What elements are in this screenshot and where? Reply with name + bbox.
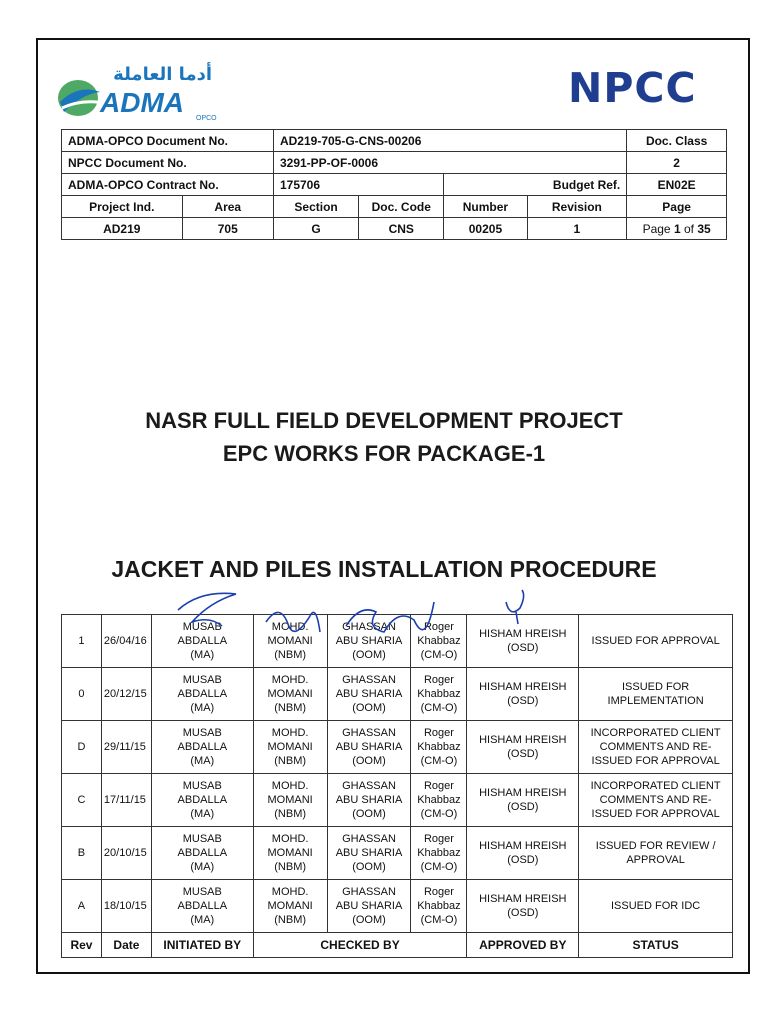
cell-line: ABDALLA — [177, 847, 228, 859]
cell-line: ISSUED FOR APPROVAL — [591, 808, 720, 820]
revision-cell-chk2 — [327, 827, 411, 880]
cell-line: GHASSAN — [342, 780, 396, 792]
revision-cell-appr — [467, 721, 579, 774]
revision-cell-rev: D — [62, 721, 102, 774]
header-status: STATUS — [579, 933, 733, 958]
revision-cell-appr — [467, 668, 579, 721]
cell-line: ABU SHARIA — [335, 635, 403, 647]
revision-cell-date: 18/10/15 — [101, 880, 151, 933]
cell-line: ISSUED FOR APPROVAL — [591, 635, 720, 647]
revision-cell-chk2 — [327, 668, 411, 721]
cell-line: (OSD) — [507, 854, 539, 866]
cell-line: MUSAB — [182, 727, 222, 739]
value-revision: 1 — [527, 218, 627, 240]
cell-line: Roger — [423, 674, 454, 686]
cell-line: (CM-O) — [420, 914, 458, 926]
cell-line: (OSD) — [507, 907, 539, 919]
cell-line: (MA) — [190, 649, 215, 661]
revision-cell-chk3 — [411, 774, 467, 827]
cell-line: (OOM) — [352, 649, 386, 661]
page-total: 35 — [697, 221, 711, 236]
cell-line: MOMANI — [267, 900, 313, 912]
revision-cell-rev: 0 — [62, 668, 102, 721]
cell-line: (OSD) — [507, 801, 539, 813]
cell-line: MOMANI — [267, 688, 313, 700]
cell-line: (NBM) — [274, 808, 307, 820]
cell-line: HISHAM HREISH — [479, 734, 567, 746]
cell-line: (CM-O) — [420, 702, 458, 714]
cell-line: Khabbaz — [417, 900, 461, 912]
header-project-ind: Project Ind. — [62, 196, 183, 218]
adma-arabic-wordmark: أدما العاملة — [113, 64, 212, 85]
cell-line: MUSAB — [182, 833, 222, 845]
cell-line: Khabbaz — [417, 794, 461, 806]
header-page: Page — [627, 196, 727, 218]
cell-line: (NBM) — [274, 649, 307, 661]
revision-row — [62, 721, 733, 774]
adma-doc-label: ADMA-OPCO Document No. — [62, 130, 274, 152]
header-doc-code: Doc. Code — [359, 196, 444, 218]
cell-line: (NBM) — [274, 755, 307, 767]
cell-line: GHASSAN — [342, 886, 396, 898]
contract-label: ADMA-OPCO Contract No. — [62, 174, 274, 196]
cell-line: ABDALLA — [177, 900, 228, 912]
value-page — [627, 218, 727, 240]
cell-line: (NBM) — [274, 914, 307, 926]
doc-class-label: Doc. Class — [627, 130, 727, 152]
value-number: 00205 — [444, 218, 527, 240]
cell-line: (MA) — [190, 808, 215, 820]
page-of: of — [680, 221, 698, 236]
adma-doc-value: AD219-705-G-CNS-00206 — [273, 130, 626, 152]
cell-line: ABDALLA — [177, 794, 228, 806]
cell-line: ABU SHARIA — [335, 900, 403, 912]
revision-row — [62, 880, 733, 933]
cell-line: Khabbaz — [417, 635, 461, 647]
cell-line: HISHAM HREISH — [479, 893, 567, 905]
package-title: EPC WORKS FOR PACKAGE-1 — [222, 441, 546, 466]
revision-cell-date: 17/11/15 — [101, 774, 151, 827]
cell-line: MOHD. — [271, 727, 309, 739]
cell-line: ABU SHARIA — [335, 794, 403, 806]
revision-cell-appr — [467, 774, 579, 827]
revision-cell-rev: 1 — [62, 615, 102, 668]
page-prefix: Page — [642, 221, 674, 236]
revision-cell-chk3 — [411, 827, 467, 880]
header-approved-by: APPROVED BY — [467, 933, 579, 958]
cell-line: (OSD) — [507, 642, 539, 654]
cell-line: (OSD) — [507, 748, 539, 760]
cell-line: INCORPORATED CLIENT — [590, 780, 721, 792]
cell-line: HISHAM HREISH — [479, 628, 567, 640]
cell-line: (OOM) — [352, 755, 386, 767]
revision-row — [62, 668, 733, 721]
revision-cell-chk1 — [253, 721, 327, 774]
revision-cell-init — [151, 615, 253, 668]
revision-cell-init — [151, 880, 253, 933]
adma-opco-logo — [56, 58, 226, 124]
cell-line: (CM-O) — [420, 755, 458, 767]
cell-line: ABDALLA — [177, 741, 228, 753]
cell-line: (MA) — [190, 702, 215, 714]
cell-line: GHASSAN — [342, 727, 396, 739]
header-section: Section — [273, 196, 358, 218]
cell-line: ABU SHARIA — [335, 688, 403, 700]
value-doc-code: CNS — [359, 218, 444, 240]
header-checked-by: CHECKED BY — [253, 933, 467, 958]
cell-line: ABDALLA — [177, 688, 228, 700]
cell-line: (MA) — [190, 861, 215, 873]
cell-line: Roger — [423, 833, 454, 845]
cell-line: MOHD. — [271, 886, 309, 898]
value-project-ind: AD219 — [62, 218, 183, 240]
revision-cell-date: 20/10/15 — [101, 827, 151, 880]
revision-cell-rev: C — [62, 774, 102, 827]
revision-cell-status — [579, 668, 733, 721]
cell-line: (CM-O) — [420, 649, 458, 661]
cell-line: Roger — [423, 727, 454, 739]
budget-value: EN02E — [627, 174, 727, 196]
cell-line: (OOM) — [352, 808, 386, 820]
revision-cell-status — [579, 721, 733, 774]
revision-cell-chk2 — [327, 880, 411, 933]
revision-cell-rev: B — [62, 827, 102, 880]
cell-line: HISHAM HREISH — [479, 787, 567, 799]
cell-line: (MA) — [190, 914, 215, 926]
revision-cell-chk1 — [253, 615, 327, 668]
cell-line: (OOM) — [352, 861, 386, 873]
cell-line: ISSUED FOR IDC — [610, 900, 701, 912]
cell-line: Khabbaz — [417, 847, 461, 859]
cell-line: Khabbaz — [417, 688, 461, 700]
revision-cell-status — [579, 880, 733, 933]
revision-cell-appr — [467, 827, 579, 880]
revision-cell-chk3 — [411, 880, 467, 933]
cell-line: (OOM) — [352, 914, 386, 926]
cell-line: (OSD) — [507, 695, 539, 707]
opco-wordmark: OPCO — [196, 115, 217, 122]
cell-line: MOMANI — [267, 635, 313, 647]
cell-line: (CM-O) — [420, 808, 458, 820]
revision-cell-status — [579, 774, 733, 827]
revision-table — [61, 614, 733, 958]
cell-line: ABDALLA — [177, 635, 228, 647]
revision-cell-date: 20/12/15 — [101, 668, 151, 721]
cell-line: MUSAB — [182, 780, 222, 792]
revision-cell-chk3 — [411, 615, 467, 668]
revision-cell-init — [151, 668, 253, 721]
cell-line: APPROVAL — [626, 854, 685, 866]
cell-line: ABU SHARIA — [335, 847, 403, 859]
npcc-logo: NPCC — [568, 64, 697, 112]
cell-line: MOMANI — [267, 847, 313, 859]
revision-cell-chk1 — [253, 668, 327, 721]
cell-line: ISSUED FOR REVIEW / — [595, 840, 716, 852]
revision-cell-chk2 — [327, 774, 411, 827]
revision-row — [62, 774, 733, 827]
revision-row — [62, 827, 733, 880]
cell-line: MOHD. — [271, 621, 309, 633]
cell-line: ISSUED FOR APPROVAL — [591, 755, 720, 767]
revision-cell-chk1 — [253, 827, 327, 880]
revision-row — [62, 615, 733, 668]
header-revision: Revision — [527, 196, 627, 218]
value-area: 705 — [182, 218, 273, 240]
cell-line: MUSAB — [182, 886, 222, 898]
revision-cell-chk1 — [253, 880, 327, 933]
cell-line: Roger — [423, 780, 454, 792]
cell-line: Roger — [423, 886, 454, 898]
revision-cell-chk3 — [411, 668, 467, 721]
revision-cell-init — [151, 721, 253, 774]
cell-line: HISHAM HREISH — [479, 840, 567, 852]
document-title: JACKET AND PILES INSTALLATION PROCEDURE — [111, 556, 657, 582]
cell-line: (NBM) — [274, 702, 307, 714]
adma-wordmark: ADMA — [100, 87, 184, 118]
budget-label: Budget Ref. — [444, 174, 627, 196]
cell-line: INCORPORATED CLIENT — [590, 727, 721, 739]
cell-line: MUSAB — [182, 674, 222, 686]
revision-cell-appr — [467, 615, 579, 668]
contract-value: 175706 — [273, 174, 443, 196]
revision-header-row — [62, 933, 733, 958]
cell-line: GHASSAN — [342, 833, 396, 845]
cell-line: (CM-O) — [420, 861, 458, 873]
header-initiated-by: INITIATED BY — [151, 933, 253, 958]
revision-cell-chk3 — [411, 721, 467, 774]
revision-cell-chk2 — [327, 721, 411, 774]
cell-line: Roger — [423, 621, 454, 633]
cell-line: IMPLEMENTATION — [607, 695, 704, 707]
cell-line: MOHD. — [271, 833, 309, 845]
revision-cell-date: 26/04/16 — [101, 615, 151, 668]
cell-line: (NBM) — [274, 861, 307, 873]
header-rev: Rev — [62, 933, 102, 958]
cell-line: MOHD. — [271, 780, 309, 792]
revision-cell-chk2 — [327, 615, 411, 668]
cell-line: COMMENTS AND RE- — [599, 741, 712, 753]
revision-cell-appr — [467, 880, 579, 933]
npcc-doc-label: NPCC Document No. — [62, 152, 274, 174]
cell-line: GHASSAN — [342, 674, 396, 686]
cell-line: MOMANI — [267, 741, 313, 753]
revision-cell-rev: A — [62, 880, 102, 933]
document-info-table — [61, 129, 727, 240]
npcc-doc-value: 3291-PP-OF-0006 — [273, 152, 626, 174]
project-title: NASR FULL FIELD DEVELOPMENT PROJECT — [145, 408, 623, 433]
cell-line: HISHAM HREISH — [479, 681, 567, 693]
cell-line: MUSAB — [182, 621, 222, 633]
cell-line: ISSUED FOR — [621, 681, 690, 693]
cell-line: (OOM) — [352, 702, 386, 714]
revision-cell-date: 29/11/15 — [101, 721, 151, 774]
cell-line: MOMANI — [267, 794, 313, 806]
revision-cell-status — [579, 827, 733, 880]
doc-class-value: 2 — [627, 152, 727, 174]
cell-line: ABU SHARIA — [335, 741, 403, 753]
revision-cell-status — [579, 615, 733, 668]
header-number: Number — [444, 196, 527, 218]
header-date: Date — [101, 933, 151, 958]
revision-cell-init — [151, 774, 253, 827]
cell-line: GHASSAN — [342, 621, 396, 633]
header-area: Area — [182, 196, 273, 218]
page-current: 1 — [673, 221, 681, 236]
value-section: G — [273, 218, 358, 240]
revision-cell-init — [151, 827, 253, 880]
cell-line: MOHD. — [271, 674, 309, 686]
cell-line: (MA) — [190, 755, 215, 767]
cell-line: Khabbaz — [417, 741, 461, 753]
revision-cell-chk1 — [253, 774, 327, 827]
cell-line: COMMENTS AND RE- — [599, 794, 712, 806]
